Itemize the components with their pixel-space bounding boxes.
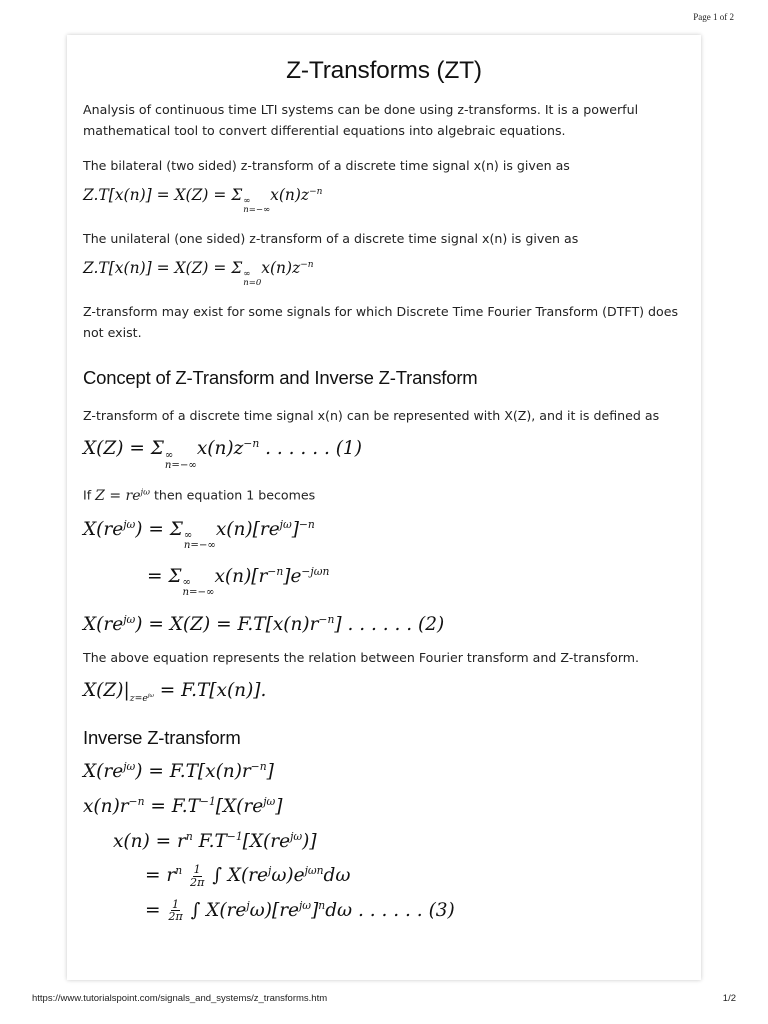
existence-paragraph: Z-transform may exist for some signals for which Discrete Time Fourier Transform (DTFT) does not exist. — [83, 304, 679, 341]
substitution-formula: $Z = re^{j\omega}$ — [95, 485, 150, 504]
section-heading-inverse: Inverse Z-transform — [83, 727, 241, 749]
relation-paragraph: The above equation represents the relation between Fourier transform and Z-transform. — [83, 650, 640, 666]
equation-2: $X(re^{j\omega}) = X(Z) = F.T[x(n)r^{-n}]$ . . . . . . (2) — [83, 613, 445, 636]
inverse-equation-1: $X(re^{j\omega}) = F.T[x(n)r^{-n}]$ — [83, 760, 274, 783]
unilateral-paragraph: The unilateral (one sided) z-transform of a discrete time signal x(n) is given as — [83, 231, 579, 247]
inverse-equation-4: = $r^n$ $\frac{1}{2\pi}$ ∫ $X(re^j\omega)e^{j\omega n}d\omega$ — [145, 863, 351, 890]
bilateral-paragraph: The bilateral (two sided) z-transform of a discrete time signal x(n) is given as — [83, 158, 570, 173]
definition-paragraph: Z-transform of a discrete time signal x(n) can be represented with X(Z), and it is defined as — [83, 408, 660, 424]
relation-equation: $X(Z)|_{z=e^{j\omega}} = F.T[x(n)]$. — [83, 680, 267, 705]
inverse-equation-2: $x(n)r^{-n} = F.T^{-1}[X(re^{j\omega}]$ — [83, 795, 283, 818]
page-number: Page 1 of 2 — [693, 12, 734, 22]
if-text: If — [83, 487, 92, 503]
unilateral-equation: Z.T[x(n)] = X(Z) = Σ ∞ n=0 $x(n)z^{-n}$ — [83, 259, 314, 288]
inverse-equation-3: $x(n) = r^n$ $F.T^{-1}[X(re^{j\omega})]$ — [113, 830, 317, 853]
equation-1: X(Z) = Σ ∞ n=−∞ $x(n)z^{-n}$ . . . . . . (1) — [83, 436, 362, 471]
intro-paragraph: Analysis of continuous time LTI systems can be done using z-transforms. It is a powerful mathematical tool to convert differential equations into algebraic equations. — [83, 102, 639, 138]
substitution-paragraph — [83, 481, 685, 507]
equation-3: = $\frac{1}{2\pi}$ ∫ $X(re^j\omega)[re^{j\omega}]^nd\omega$ . . . . . . (3) — [145, 897, 455, 924]
footer-page-number: 1/2 — [722, 993, 736, 1004]
page-title: Z-Transforms (ZT) — [286, 57, 482, 84]
equation-expanded-2: = Σ ∞ n=−∞ $x(n)[r^{-n}]e^{-j\omega n}$ — [147, 564, 330, 599]
footer-url: https://www.tutorialspoint.com/signals_and_systems/z_transforms.htm — [32, 993, 328, 1004]
section-heading-concept: Concept of Z-Transform and Inverse Z-Transform — [83, 367, 478, 389]
then-text: then equation 1 becomes — [153, 487, 316, 503]
equation-expanded-1: $X(re^{j\omega}) = \Sigma$ ∞ n=−∞ $x(n)[re^{j\omega}]^{-n}$ — [83, 517, 315, 552]
bilateral-equation: Z.T[x(n)] = X(Z) = Σ ∞ n=−∞ $x(n)z^{-n}$ — [83, 186, 323, 215]
article-card — [67, 35, 701, 980]
